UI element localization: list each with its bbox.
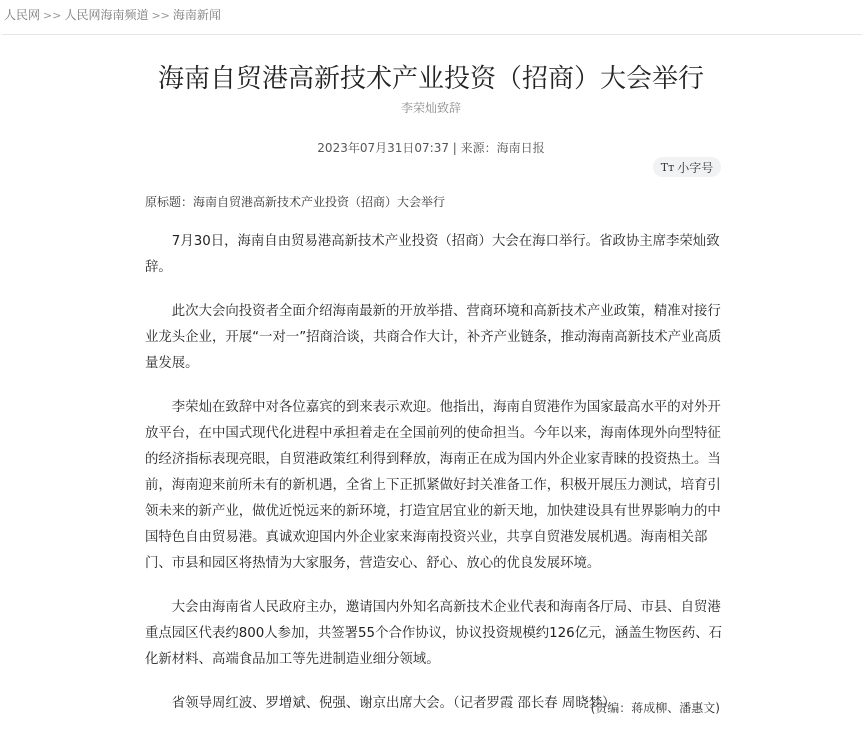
text-size-icon: Tт [660,160,675,174]
breadcrumb-link-hainan-news[interactable]: 海南新闻 [172,8,221,22]
article-paragraph: 此次大会向投资者全面介绍海南最新的开放举措、营商环境和高新技术产业政策，精准对接行业龙头企业，开展“一对一”招商洽谈，共商合作大计，补齐产业链条，推动海南高新技术产业高质量发展。 [145,304,722,371]
article-paragraph: 大会由海南省人民政府主办，邀请国内外知名高新技术企业代表和海南各厅局、市县、自贸港重点园区代表约800人参加，共签署55个合作协议，协议投资规模约126亿元，涵盖生物医药、石化新材料、高端食品加工等先进制造业细分领域。 [145,600,722,667]
article-paragraph: 7月30日，海南自由贸易港高新技术产业投资（招商）大会在海口举行。省政协主席李荣灿致辞。 [145,234,720,275]
breadcrumb-separator: >> [151,9,170,22]
original-title: 原标题：海南自贸港高新技术产业投资（招商）大会举行 [145,195,446,209]
breadcrumb-link-people[interactable]: 人民网 [4,8,41,22]
font-size-toggle-button[interactable] [653,157,721,177]
article-paragraph: 李荣灿在致辞中对各位嘉宾的到来表示欢迎。他指出，海南自贸港作为国家最高水平的对外开放平台，在中国式现代化进程中承担着走在全国前列的使命担当。今年以来，海南体现外向型特征的经济指标表现亮眼，自贸港政策红利得到释放，海南正在成为国内外企业家青睐的投资热土。当前，海南迎来前所未有的新机遇，全省上下正抓紧做好封关准备工作，积极开展压力测试，培育引领未来的新产业，做优近悦远来的新环境，打造宜居宜业的新天地，加快建设具有世界影响力的中国特色自由贸易港。真诚欢迎国内外企业家来海南投资兴业，共享自贸港发展机遇。海南相关部门、市县和园区将热情为大家服务，营造安心、舒心、放心的优良发展环境。 [145,400,721,571]
header-divider [2,34,862,35]
editor-credit: (责编：蒋成柳、潘惠文) [590,701,720,715]
breadcrumb [4,6,221,23]
publish-datetime: 2023年07月31日07:37 [317,141,449,155]
breadcrumb-link-hainan-channel[interactable]: 人民网海南频道 [64,8,149,22]
breadcrumb-separator: >> [43,9,62,22]
article-body [145,229,722,735]
font-size-label: 小字号 [677,160,714,175]
page-title: 海南自贸港高新技术产业投资（招商）大会举行 [157,64,704,94]
article-source: 来源：海南日报 [460,141,545,155]
article-subtitle: 李荣灿致辞 [400,101,461,115]
meta-separator: | [452,141,457,155]
article-meta [0,139,862,156]
article-paragraph: 省领导周红波、罗增斌、倪强、谢京出席大会。（记者罗霞 邵长春 周晓梦） [171,696,616,711]
